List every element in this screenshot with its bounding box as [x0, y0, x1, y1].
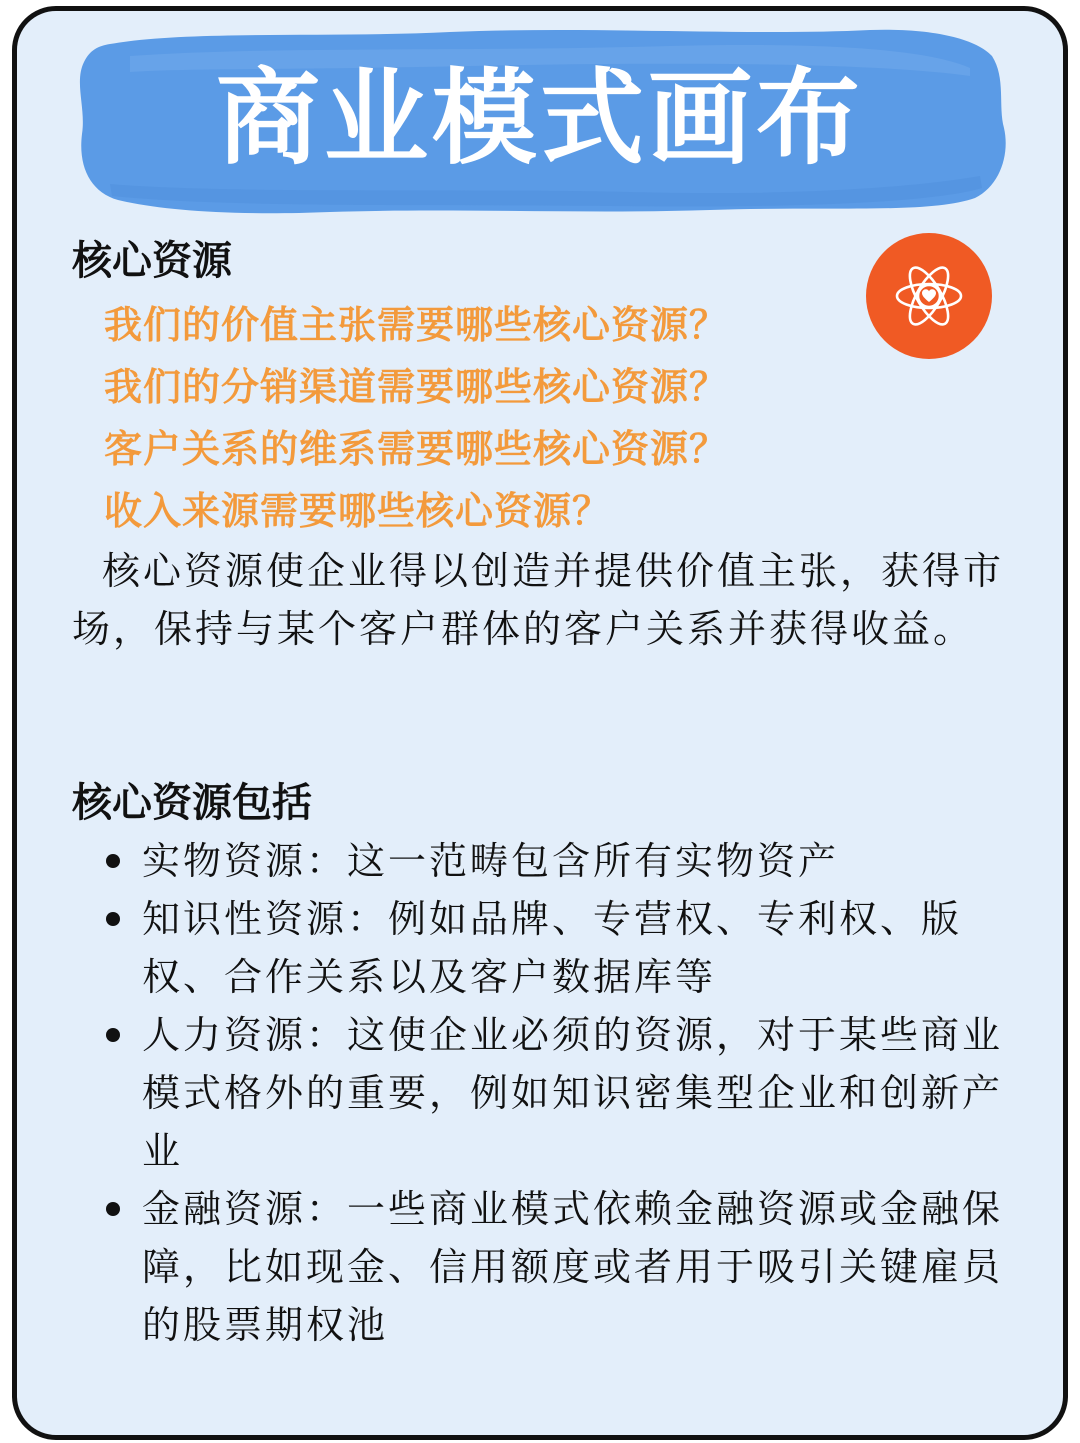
list-item-text: 实物资源：这一范畴包含所有实物资产: [142, 839, 840, 883]
list-item: [100, 1006, 1012, 1180]
list-item-text: 知识性资源：例如品牌、专营权、专利权、版权、合作关系以及客户数据库等: [142, 897, 963, 999]
bullet-icon: [106, 854, 120, 868]
list-item: [100, 1180, 1012, 1354]
list-item: [100, 832, 1012, 890]
question-item: 客户关系的维系需要哪些核心资源？: [104, 427, 729, 471]
includes-heading: 核心资源包括: [72, 780, 312, 826]
bullet-icon: [106, 1202, 120, 1216]
question-item: 我们的分销渠道需要哪些核心资源？: [104, 365, 729, 409]
atom-badge: [866, 233, 992, 359]
list-item-text: 人力资源：这使企业必须的资源，对于某些商业模式格外的重要，例如知识密集型企业和创新产业: [142, 1013, 1004, 1173]
list-item-text: 金融资源：一些商业模式依赖金融资源或金融保障，比如现金、信用额度或者用于吸引关键雇员的股票期权池: [142, 1187, 1004, 1347]
title-banner: [70, 16, 1010, 221]
question-list: [104, 294, 728, 542]
list-item: [100, 890, 1012, 1006]
atom-heart-icon: [866, 233, 992, 359]
intro-paragraph: 核心资源使企业得以创造并提供价值主张，获得市场，保持与某个客户群体的客户关系并获得收益。: [72, 549, 1005, 651]
core-resources-heading: 核心资源: [72, 238, 232, 284]
bullet-icon: [106, 1028, 120, 1042]
question-item: 我们的价值主张需要哪些核心资源？: [104, 303, 729, 347]
page-title: 商业模式画布: [215, 57, 864, 179]
question-item: 收入来源需要哪些核心资源？: [104, 489, 612, 533]
bullet-icon: [106, 912, 120, 926]
resource-list: [100, 832, 1012, 1354]
